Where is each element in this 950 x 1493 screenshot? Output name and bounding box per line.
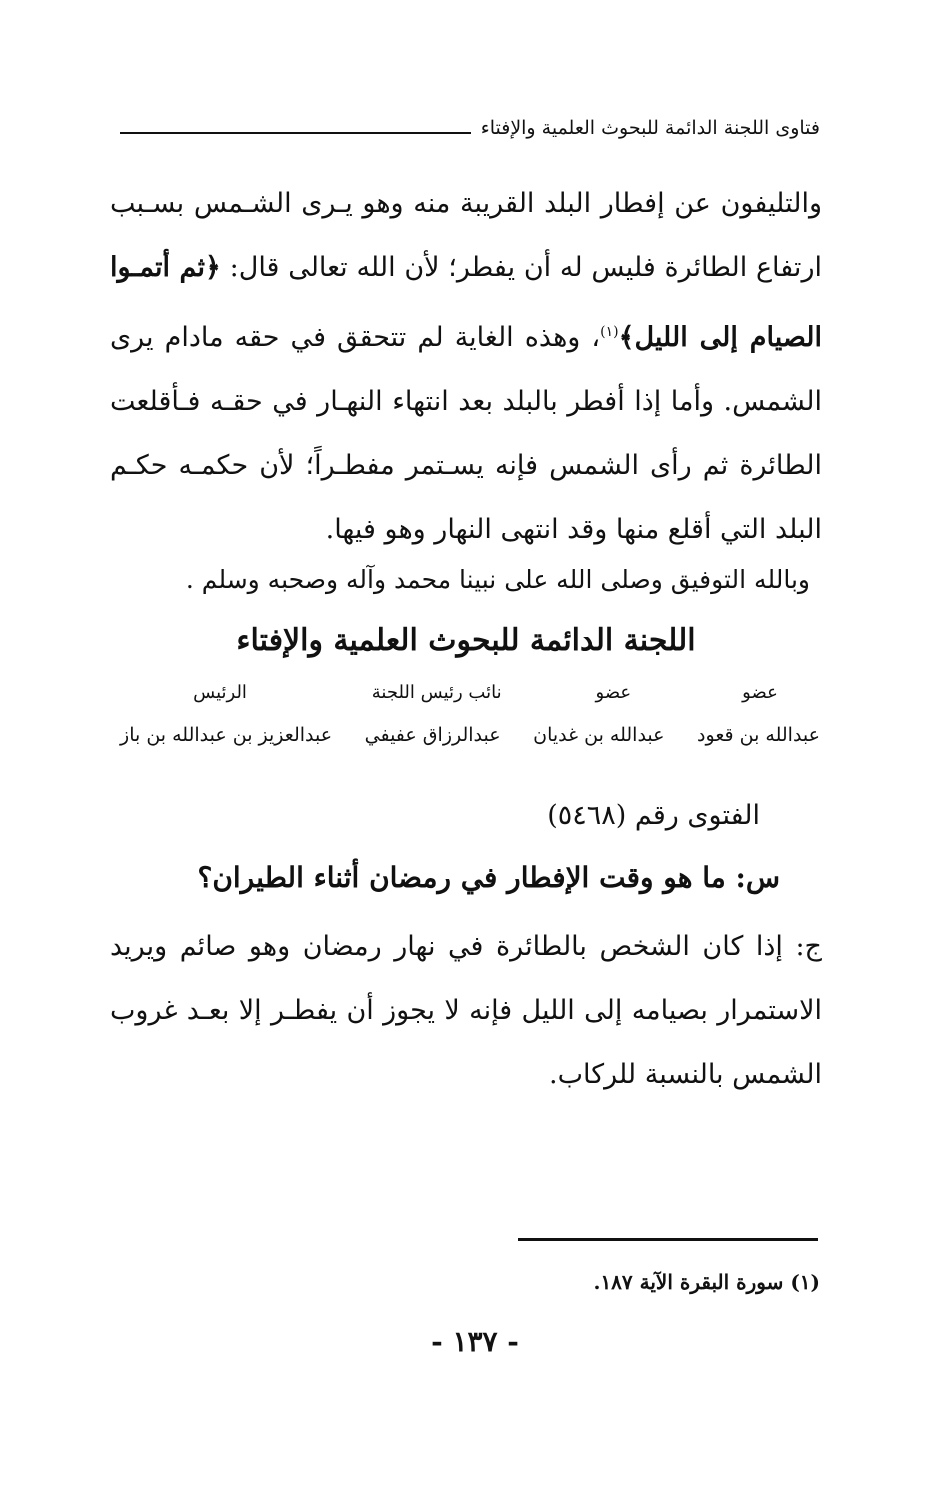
role-deputy-chair: نائب رئيس اللجنة [371, 682, 502, 703]
paragraph-text-part1: والتليفون عن إفطار البلد القريبة منه وهو يـرى الشـمس بسـبب ارتفاع الطائرة فليس له أن يفطر؛ لأن الله تعالى قال: [110, 188, 822, 283]
role-member-1: عضو [742, 682, 778, 703]
signatory-roles [120, 682, 820, 703]
closing-prayer: وبالله التوفيق وصلى الله على نبينا محمد وآله وصحبه وسلم . [185, 565, 810, 594]
committee-title: اللجنة الدائمة للبحوث العلمية والإفتاء [236, 623, 696, 658]
role-chair: الرئيس [193, 682, 247, 703]
fatwa-answer: ج: إذا كان الشخص بالطائرة في نهار رمضان وهو صائم ويريد الاستمرار بصيامه إلى الليل فإنه لا يجوز أن يفطـر إلا بعـد غروب الشمس بالنسبة للركاب. [110, 931, 822, 1090]
fatwa-number: الفتوى رقم (٥٤٦٨) [547, 800, 760, 831]
paragraph-fatwa-continuation [110, 172, 822, 562]
footnote-reference: (١) [600, 324, 619, 340]
paragraph-text-part2: ، وهذه الغاية لم تتحقق في حقه مادام يرى الشمس. وأما إذا أفطر بالبلد بعد انتهاء النهـار في حقـه فـأقلعت الطائرة ثم رأى الشمس فإنه يسـتمر مفطـراً؛ لأن حكمـه حكـم البلد التي أقلع منها وقد انتهى النهار وهو فيها. [110, 322, 822, 545]
role-member-2: عضو [595, 682, 632, 703]
footnote: (١) سورة البقرة الآية ١٨٧. [593, 1270, 820, 1294]
name-member-2: عبدالله بن غديان [533, 724, 665, 746]
header-title: فتاوى اللجنة الدائمة للبحوث العلمية والإفتاء [480, 117, 820, 139]
signatory-names [120, 724, 820, 746]
footnote-separator [518, 1238, 818, 1241]
header-rule [120, 132, 471, 134]
name-deputy-chair: عبدالرزاق عفيفي [364, 724, 501, 746]
running-header [120, 108, 820, 148]
page-number: - ١٣٧ - [431, 1325, 519, 1358]
name-chair: عبدالعزيز بن عبدالله بن باز [120, 724, 333, 746]
name-member-1: عبدالله بن قعود [697, 724, 820, 746]
fatwa-question: س: ما هو وقت الإفطار في رمضان أثناء الطيران؟ [197, 861, 780, 894]
quran-verse: ﴿ثم أتمـوا الصيام إلى الليل﴾ [110, 252, 822, 353]
